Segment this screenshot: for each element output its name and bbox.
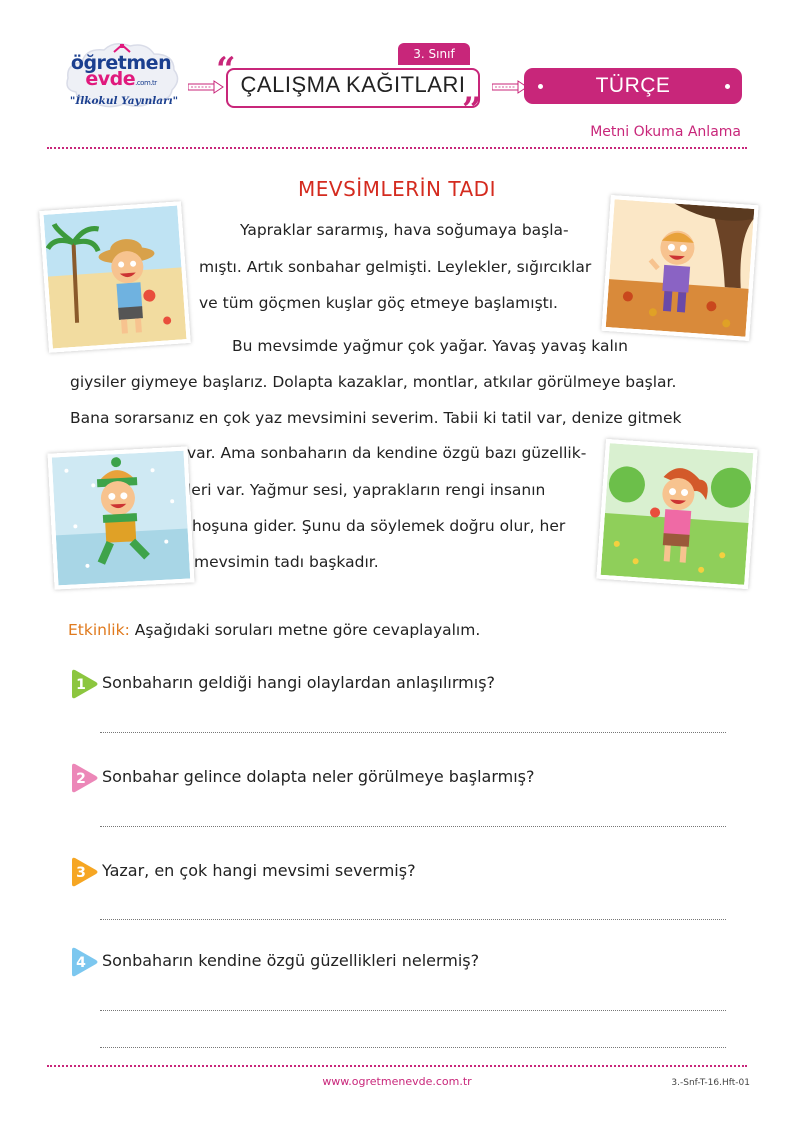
story-line: Bana sorarsanız en çok yaz mevsimini severim. Tabii ki tatil var, denize gitmek [70,409,682,427]
close-quote-icon: ” [462,90,482,130]
story-line: mevsimin tadı başkadır. [194,553,379,571]
question-number: 1 [76,677,86,693]
question-text: Sonbahar gelince dolapta neler görülmeye başlarmış? [102,767,535,786]
autumn-boy-illustration [601,195,758,341]
story-line: Yapraklar sararmış, hava soğumaya başla- [240,221,569,239]
story-line: var. Ama sonbaharın da kendine özgü bazı güzellik- [187,444,587,462]
divider [47,1065,747,1067]
question-number: 2 [76,771,86,787]
page-title: ÇALIŞMA KAĞITLARI [240,72,466,97]
grade-tab: 3. Sınıf [398,43,470,65]
number-badge-icon [68,857,98,887]
winter-boy-illustration [48,446,195,589]
question-number: 4 [76,955,86,971]
story-line: mıştı. Artık sonbahar gelmişti. Leylekler, sığırcıklar [199,258,592,276]
question-number: 3 [76,865,86,881]
number-badge-icon [68,763,98,793]
story-line: giysiler giymeye başlarız. Dolapta kazaklar, montlar, atkılar görülmeye başlar. [70,373,677,391]
answer-line[interactable] [100,1047,726,1048]
open-quote-icon: “ [216,50,236,90]
answer-line[interactable] [100,1010,726,1011]
footer-url[interactable]: www.ogretmenevde.com.tr [322,1075,472,1088]
number-badge-icon [68,669,98,699]
answer-line[interactable] [100,826,726,827]
arrow-right-icon [492,80,528,94]
activity-label: Etkinlik: [68,621,130,639]
footer-code: 3.-Snf-T-16.Hft-01 [671,1078,750,1088]
bullet-dot-icon [538,84,543,89]
story-line: hoşuna gider. Şunu da söylemek doğru olur, her [192,517,566,535]
story-line: ve tüm göçmen kuşlar göç etmeye başlamıştı. [199,294,558,312]
logo-domain: .com.tr [135,79,157,87]
logo [66,52,176,91]
logo-tagline: "İlkokul Yayınları" [69,95,179,107]
spring-girl-illustration [596,439,757,589]
answer-line[interactable] [100,919,726,920]
summer-boy-illustration [39,201,191,353]
question-text: Yazar, en çok hangi mevsimi severmiş? [102,861,416,880]
subject-badge: TÜRÇE [524,68,742,104]
answer-line[interactable] [100,732,726,733]
story-title: MEVSİMLERİN TADI [298,177,496,201]
divider [47,147,747,149]
logo-text-ogretmen: öğretmen [70,52,172,74]
number-badge-icon [68,947,98,977]
topic-label: Metni Okuma Anlama [590,124,741,140]
activity-instruction: Aşağıdaki soruları metne göre cevaplayalım. [134,621,481,639]
activity-heading [68,621,480,639]
logo-text-evde: evde [85,68,136,90]
story-line: leri var. Yağmur sesi, yaprakların rengi insanın [187,481,546,499]
bullet-dot-icon [725,84,730,89]
question-text: Sonbaharın geldiği hangi olaylardan anlaşılırmış? [102,673,496,692]
question-text: Sonbaharın kendine özgü güzellikleri nelermiş? [102,951,480,970]
story-line: Bu mevsimde yağmur çok yağar. Yavaş yavaş kalın [232,337,628,355]
